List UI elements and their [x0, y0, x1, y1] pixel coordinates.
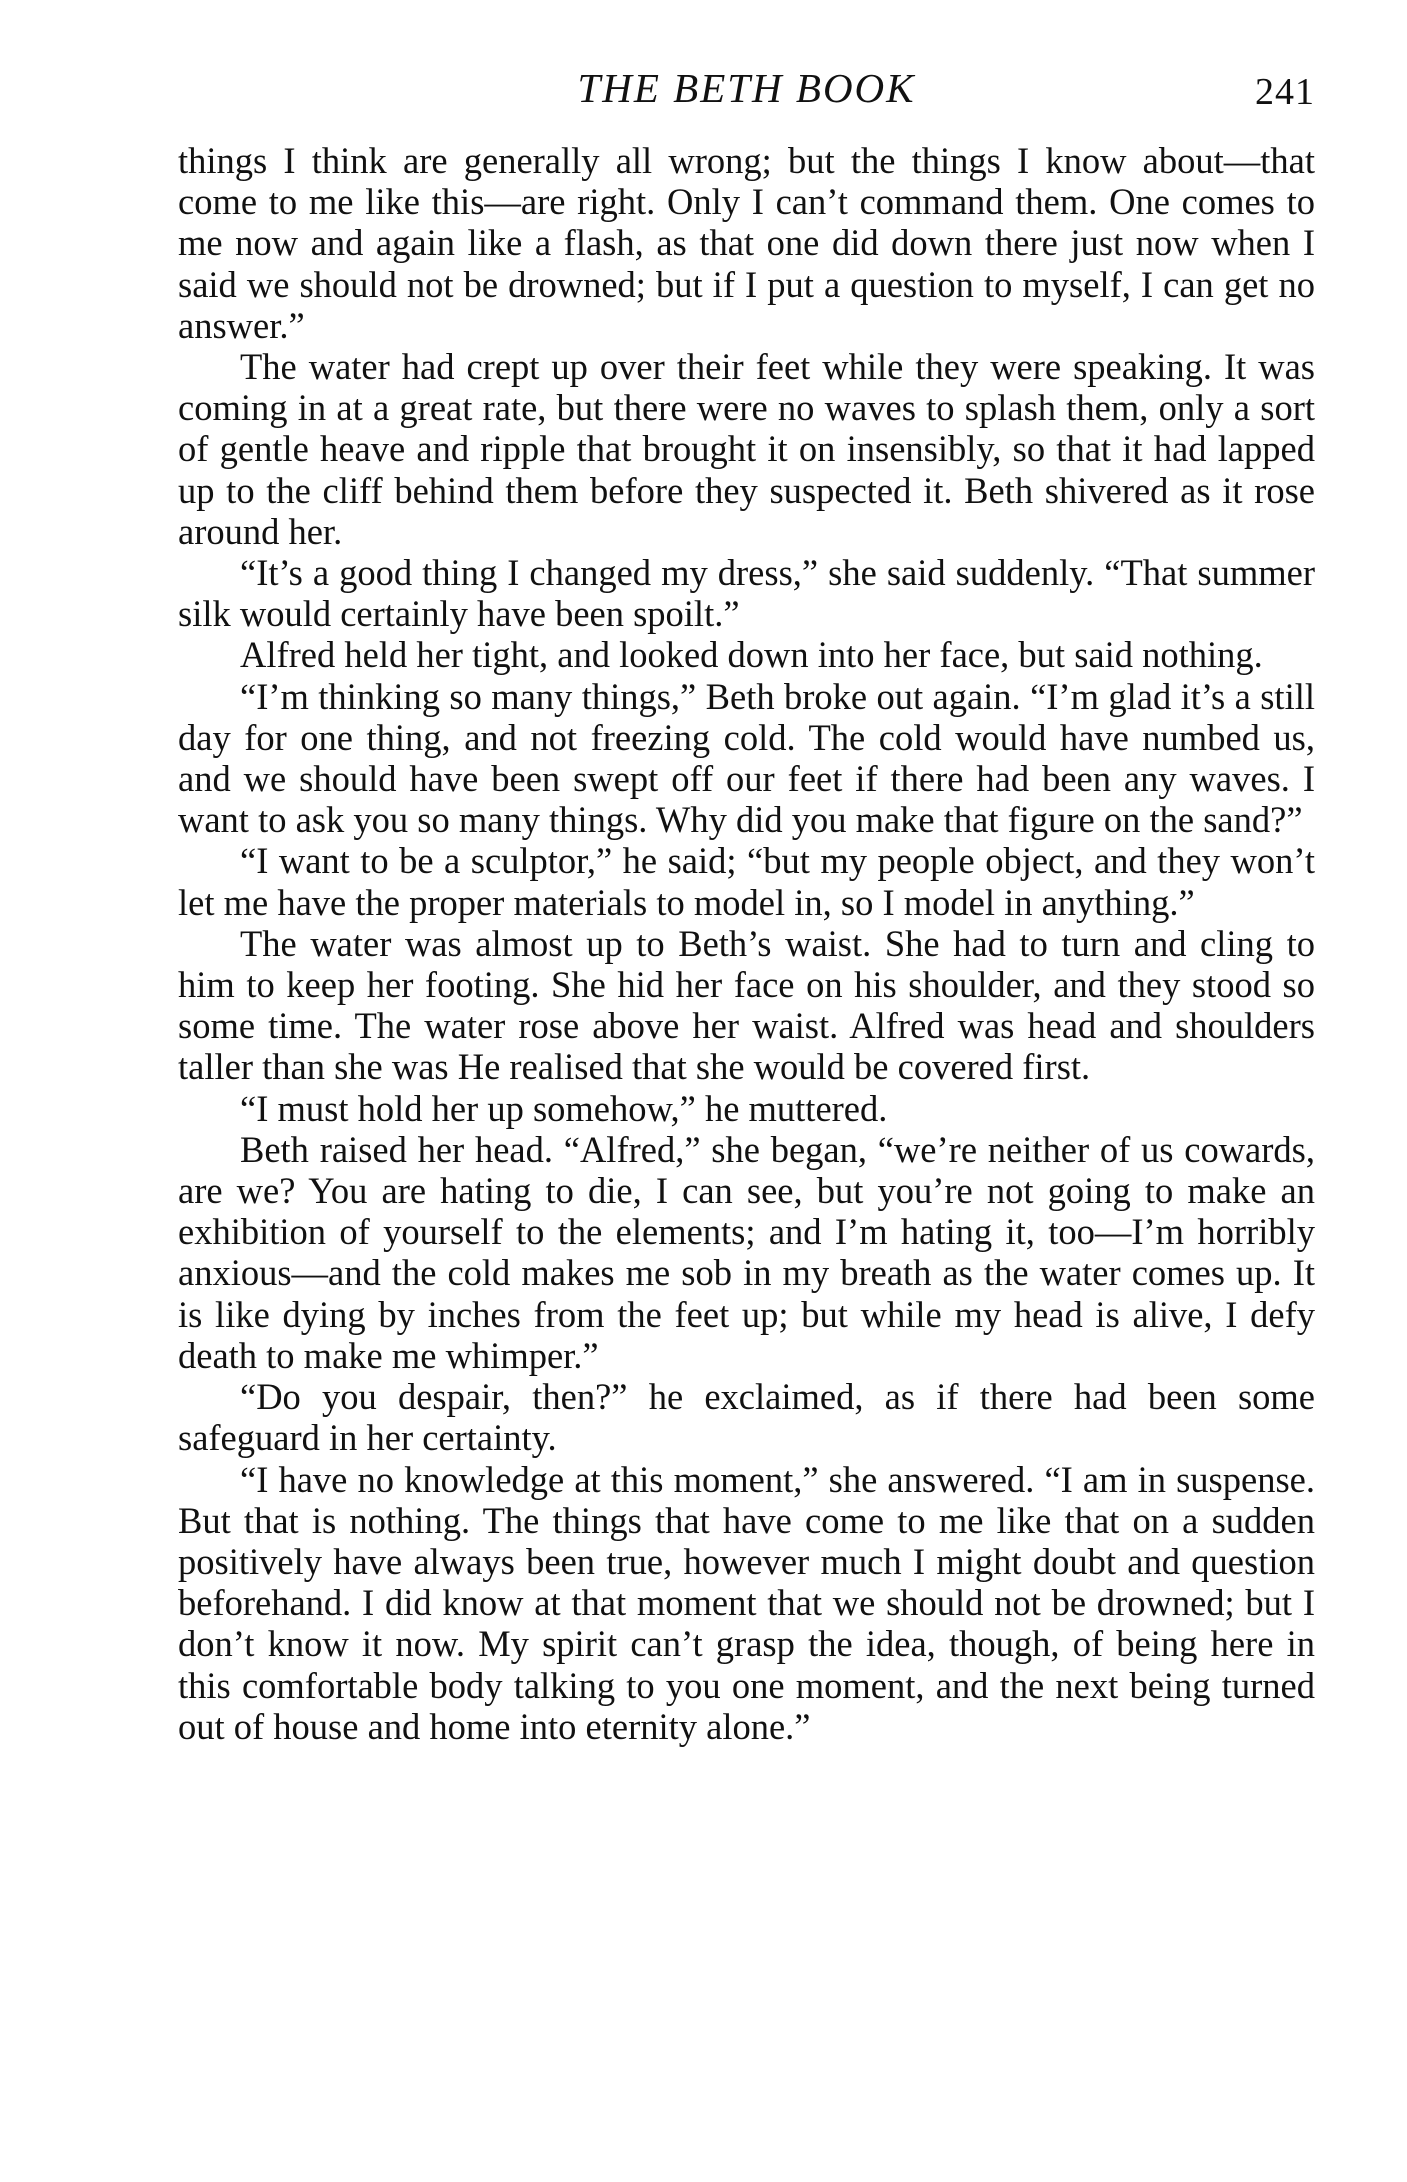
running-title: THE BETH BOOK — [577, 65, 916, 111]
page-number: 241 — [1255, 71, 1315, 113]
paragraph: “I’m thinking so many things,” Beth broke out again. “I’m glad it’s a still day for one thing, and not freezing cold. The cold would have numbed us, and we should have been swept off our feet if there had been any waves. I want to ask you so many things. Why did you make that figure on the sand?” — [178, 675, 1315, 841]
paragraph: “It’s a good thing I changed my dress,” she said suddenly. “That summer silk would certainly have been spoilt.” — [178, 552, 1315, 635]
paragraph: “I want to be a sculptor,” he said; “but my people object, and they won’t let me have the proper materials to model in, so I model in anything.” — [178, 840, 1315, 923]
paragraph: Beth raised her head. “Alfred,” she began, “we’re neither of us cowards, are we? You are hating to die, I can see, but you’re not going to make an exhibition of yourself to the elements; and I’m hating it, too—I’m horribly anxious—and the cold makes me sob in my breath as the water comes up. It is like dying by inches from the feet up; but while my head is alive, I defy death to make me whimper.” — [178, 1128, 1315, 1376]
body-text — [178, 140, 1315, 1747]
paragraph: “Do you despair, then?” he exclaimed, as if there had been some safeguard in her certainty. — [178, 1376, 1315, 1459]
paragraph: The water was almost up to Beth’s waist. She had to turn and cling to him to keep her footing. She hid her face on his shoulder, and they stood so some time. The water rose above her waist. Alfred was head and shoulders taller than she was He realised that she would be covered first. — [178, 922, 1315, 1088]
paragraph: The water had crept up over their feet while they were speaking. It was coming in at a great rate, but there were no waves to splash them, only a sort of gentle heave and ripple that brought it on insensibly, so that it had lapped up to the cliff behind them before they suspected it. Beth shivered as it rose around her. — [178, 346, 1315, 552]
paragraph: things I think are generally all wrong; but the things I know about—that come to me like this—are right. Only I can’t command them. One comes to me now and again like a flash, as that one did down there just now when I said we should not be drowned; but if I put a question to myself, I can get no answer.” — [178, 140, 1315, 346]
page-header — [178, 64, 1315, 118]
paragraph: “I have no knowledge at this moment,” she answered. “I am in suspense. But that is nothing. The things that have come to me like that on a sudden positively have always been true, however much I might doubt and question beforehand. I did know at that moment that we should not be drowned; but I don’t know it now. My spirit can’t grasp the idea, though, of being here in this comfortable body talking to you one moment, and the next being turned out of house and home into eternity alone.” — [178, 1458, 1315, 1747]
paragraph: “I must hold her up somehow,” he muttered. — [240, 1087, 888, 1129]
paragraph: Alfred held her tight, and looked down into her face, but said nothing. — [240, 634, 1263, 676]
